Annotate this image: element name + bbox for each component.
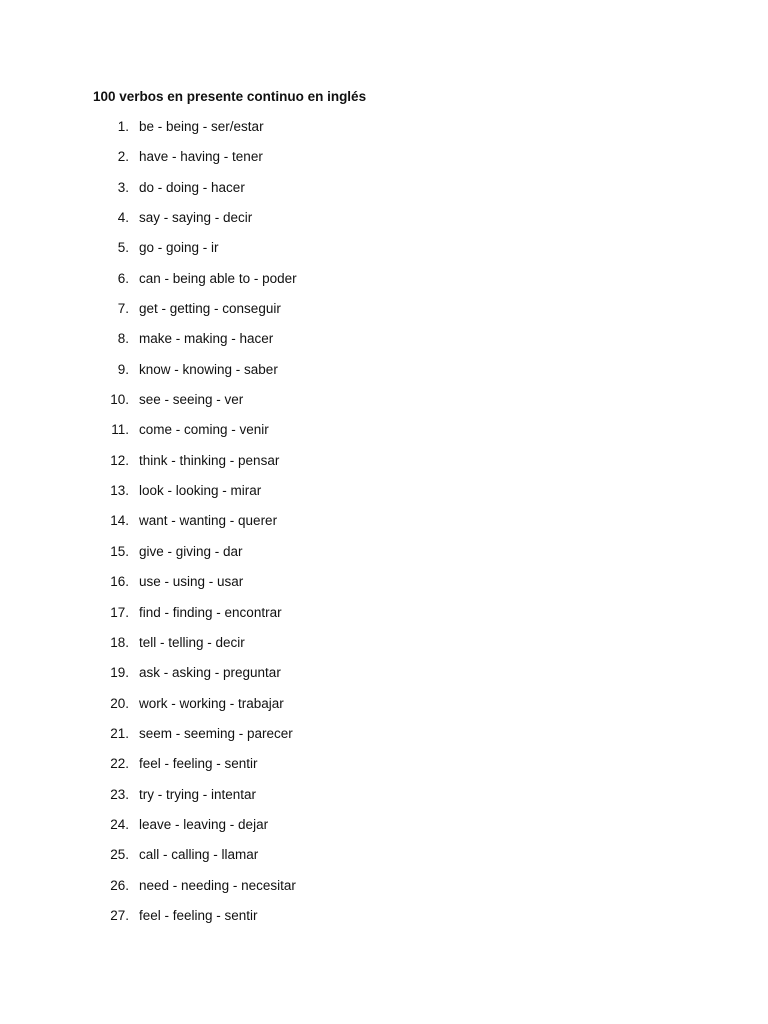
list-item [0,148,768,178]
list-item [0,330,768,360]
list-item-text: use - using - usar [139,574,244,590]
list-item-number: 25. [110,847,129,863]
list-item [0,512,768,542]
list-item-text: want - wanting - querer [139,513,278,529]
list-item [0,786,768,816]
list-item [0,300,768,330]
list-item [0,179,768,209]
list-item-text: find - finding - encontrar [139,604,282,620]
list-item-text: come - coming - venir [139,422,269,438]
list-item-number: 10. [110,392,129,408]
list-item [0,209,768,239]
list-item-text: leave - leaving - dejar [139,816,269,832]
list-item-number: 8. [117,331,129,347]
list-item-text: be - being - ser/estar [139,119,264,134]
list-item-number: 15. [110,543,129,559]
list-item [0,846,768,876]
list-item-text: know - knowing - saber [139,361,278,377]
document-title: 100 verbos en presente continuo en inglés [93,89,367,104]
verb-list [0,118,768,937]
list-item-text: give - giving - dar [139,543,243,559]
list-item [0,877,768,907]
list-item [0,543,768,573]
list-item-number: 21. [110,725,129,741]
list-item-number: 1. [117,119,129,134]
list-item [0,118,768,148]
list-item-number: 19. [110,665,129,681]
list-item-text: call - calling - llamar [139,847,259,863]
list-item [0,634,768,664]
list-item-text: feel - feeling - sentir [139,907,258,923]
list-item-number: 12. [110,452,129,468]
list-item [0,725,768,755]
list-item [0,816,768,846]
list-item-number: 9. [117,361,129,377]
list-item [0,907,768,937]
list-item-text: get - getting - conseguir [139,301,281,317]
list-item-text: see - seeing - ver [139,392,244,408]
list-item [0,604,768,634]
list-item-number: 26. [110,877,129,893]
list-item-text: do - doing - hacer [139,179,245,195]
list-item [0,391,768,421]
list-item-text: ask - asking - preguntar [139,665,281,681]
list-item-text: can - being able to - poder [139,270,297,286]
list-item-number: 11. [111,422,129,438]
list-item-text: have - having - tener [139,149,263,165]
list-item-text: look - looking - mirar [139,483,262,499]
list-item-number: 24. [110,816,129,832]
list-item-number: 16. [110,574,129,590]
list-item-text: tell - telling - decir [139,634,245,650]
list-item-text: make - making - hacer [139,331,274,347]
list-item-number: 23. [110,786,129,802]
list-item [0,695,768,725]
list-item [0,755,768,785]
list-item-number: 14. [110,513,129,529]
list-item [0,270,768,300]
list-item-text: need - needing - necesitar [139,877,296,893]
list-item-text: feel - feeling - sentir [139,756,258,772]
list-item-number: 22. [110,756,129,772]
list-item-number: 20. [110,695,129,711]
list-item-number: 3. [117,179,129,195]
list-item-number: 7. [117,301,129,317]
list-item [0,452,768,482]
list-item-number: 27. [110,907,129,923]
list-item-text: try - trying - intentar [139,786,257,802]
list-item-number: 18. [110,634,129,650]
list-item-number: 6. [117,270,129,286]
list-item [0,421,768,451]
list-item [0,239,768,269]
list-item [0,361,768,391]
list-item-number: 4. [117,210,129,226]
list-item-text: go - going - ir [139,240,219,256]
list-item-text: think - thinking - pensar [139,452,280,468]
list-item [0,482,768,512]
list-item-text: say - saying - decir [139,210,253,226]
list-item-number: 17. [110,604,129,620]
list-item-text: seem - seeming - parecer [139,725,293,741]
list-item-number: 2. [117,149,129,165]
list-item [0,573,768,603]
list-item-number: 5. [117,240,129,256]
list-item-text: work - working - trabajar [139,695,284,711]
list-item [0,664,768,694]
list-item-number: 13. [110,483,129,499]
